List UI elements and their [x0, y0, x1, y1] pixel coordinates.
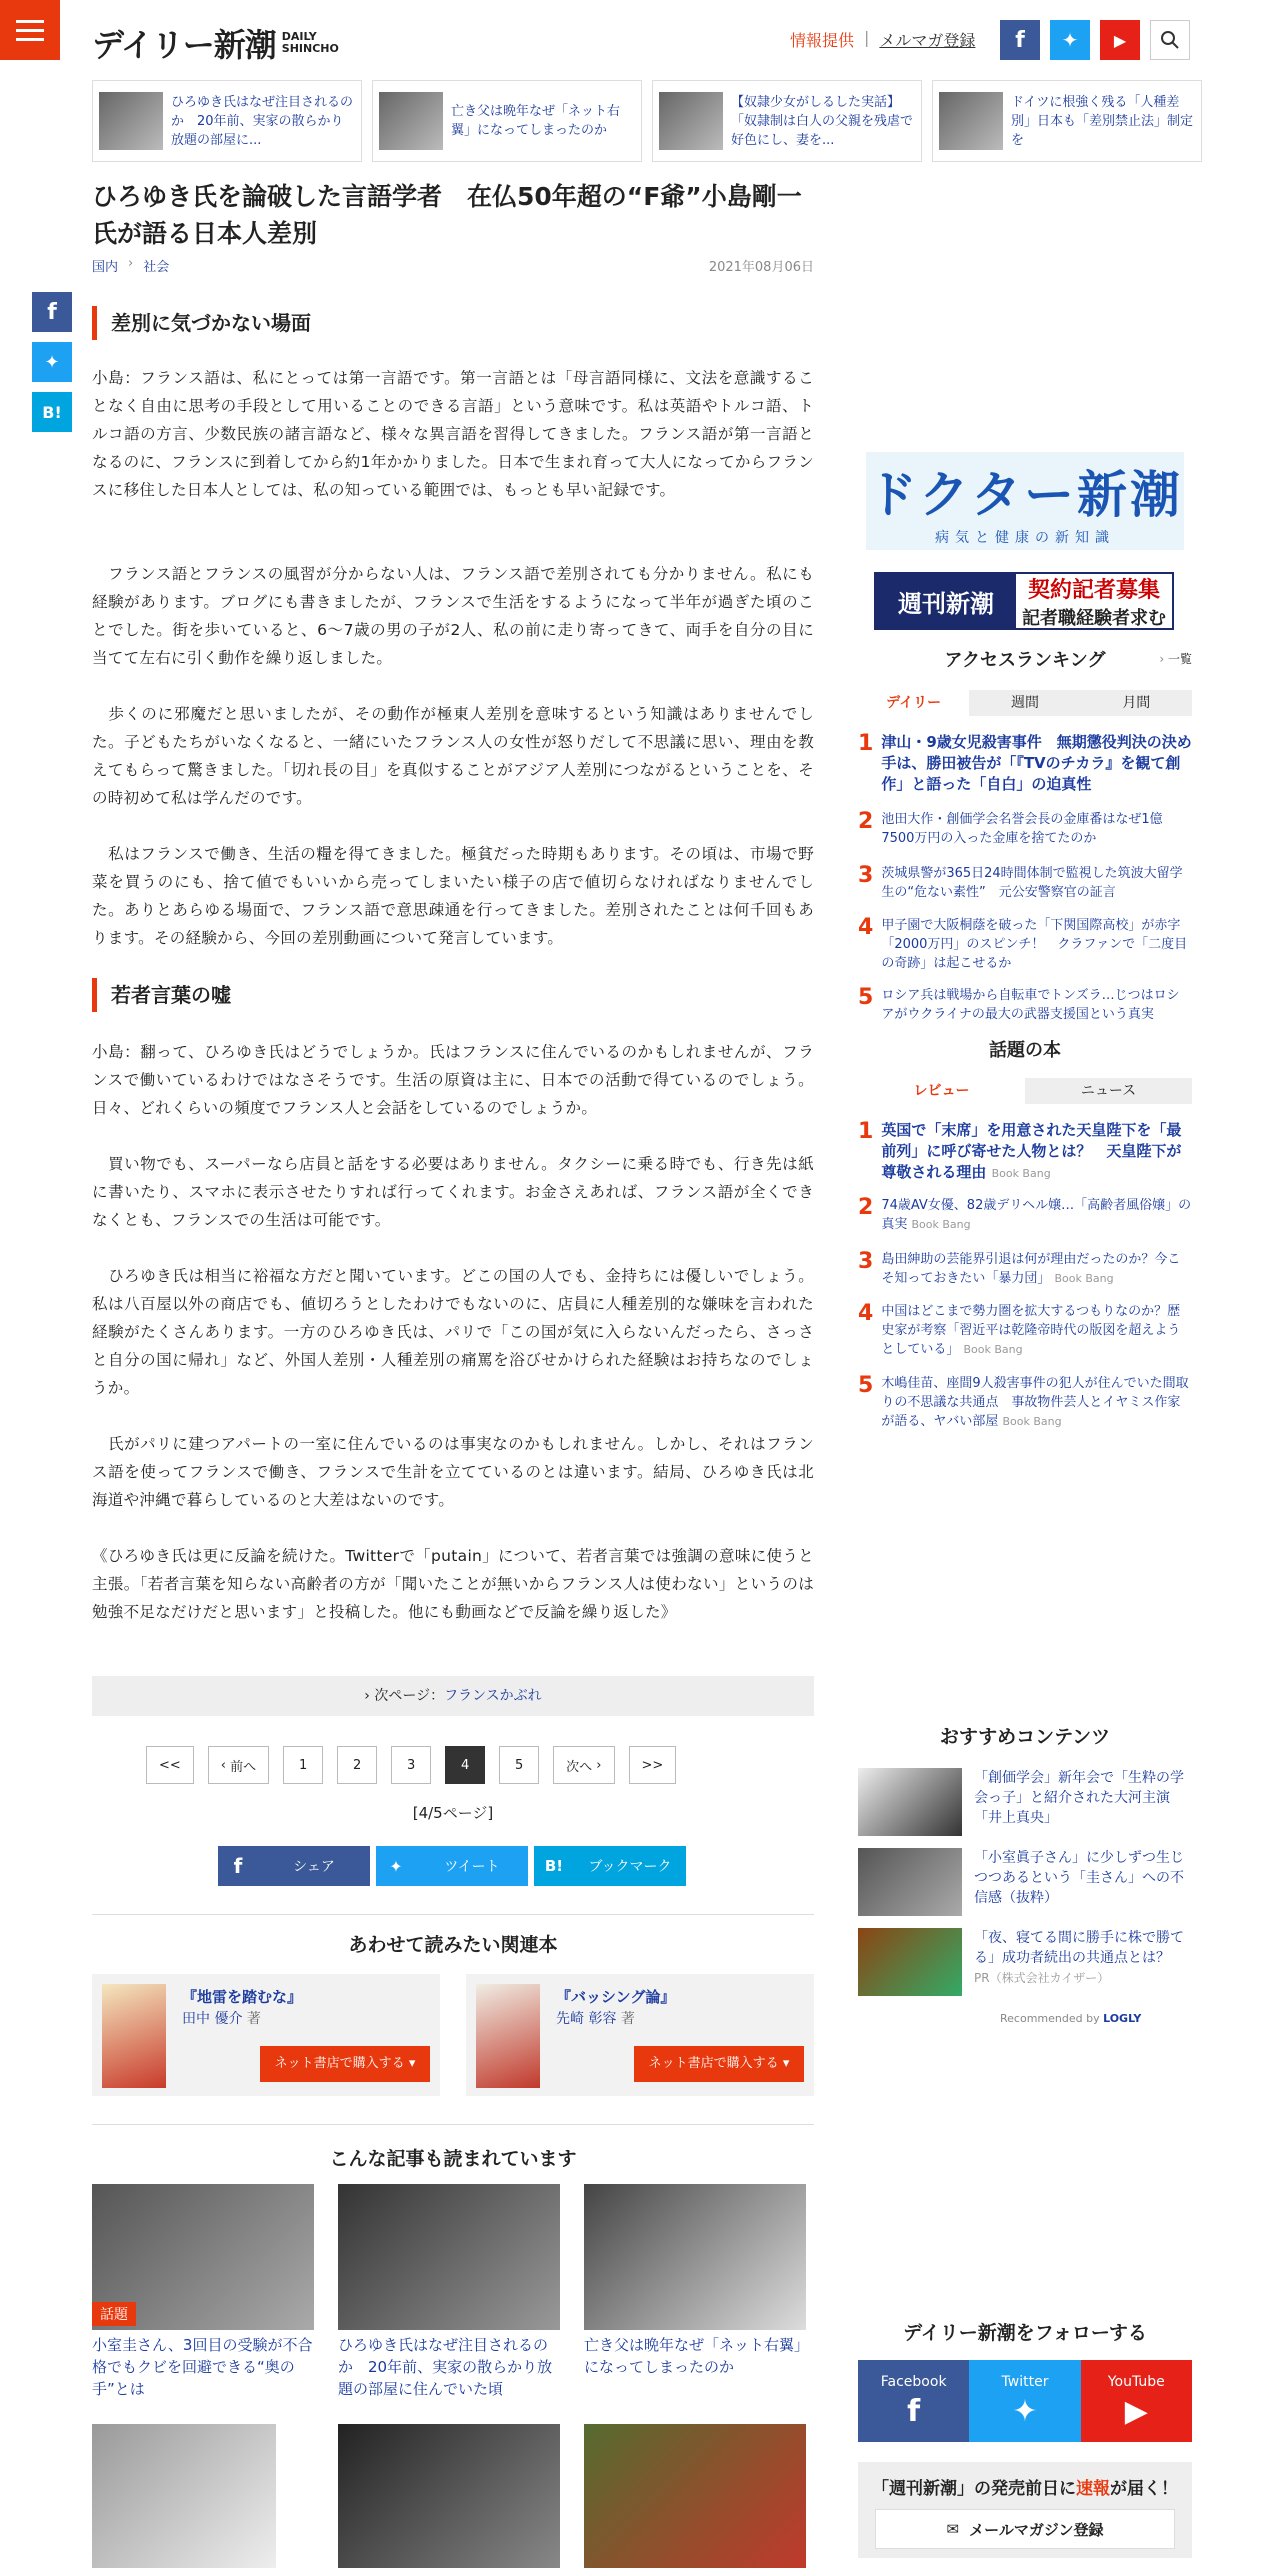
top-card[interactable]: ドイツに根強く残る「人種差別」日本も「差別禁止法」制定を: [932, 80, 1202, 162]
section-heading: 差別に気づかない場面: [92, 306, 814, 340]
paragraph: 《ひろゆき氏は更に反論を続けた。Twitterで「putain」について、若者言葉では強調の意味に使うと主張。「若者言葉を知らない高齢者の方が「聞いたことが無いからフランス人は使わない」というのは勉強不足なだけだと思います」と投稿した。他にも動画などで反論を繰り返した》: [92, 1547, 814, 1621]
newsletter-text: 「週刊新潮」の発売前日に速報が届く！: [872, 2479, 1178, 2499]
book-card: [92, 1974, 440, 2096]
thumbnail: [858, 1768, 962, 1836]
facebook-share-icon[interactable]: f: [32, 292, 72, 332]
logo-en: DAILY SHINCHO: [281, 30, 339, 55]
article-card[interactable]: 亡き父は晩年なぜ「ネット右翼」になってしまったのか: [584, 2184, 806, 2378]
book-item[interactable]: 4 中国はどこまで勢力圏を拡大するつもりなのか？歴史家が考察「習近平は乾隆帝時代の版図を超えようとしている」 Book Bang: [858, 1301, 1181, 1357]
ranking-item[interactable]: 2 池田大作・創価学会名誉会長の金庫番はなぜ1億7500万円の入った金庫を捨てたのか: [858, 809, 1163, 846]
thumbnail: [659, 92, 723, 150]
follow-youtube-button[interactable]: YouTube ▶: [1081, 2360, 1192, 2442]
page-1[interactable]: 1: [283, 1746, 323, 1784]
section-heading: 若者言葉の嘘: [92, 978, 814, 1012]
newsletter-signup-button[interactable]: ✉ メールマガジン登録: [875, 2509, 1175, 2549]
tab-news[interactable]: ニュース: [1025, 1078, 1192, 1104]
thumbnail: [858, 1928, 962, 1996]
thumbnail: [858, 1848, 962, 1916]
logly-credit: Recommended by LOGLY: [1000, 2012, 1142, 2025]
page-3[interactable]: 3: [391, 1746, 431, 1784]
book-author: 田中 優介 著: [182, 2011, 261, 2027]
thumbnail: [379, 92, 443, 150]
search-icon[interactable]: [1150, 20, 1190, 60]
prev-page-button[interactable]: ‹ 前へ: [208, 1746, 269, 1784]
newsletter-box: [858, 2462, 1192, 2558]
paragraph: ひろゆき氏は相当に裕福な方だと聞いています。どこの国の人でも、金持ちには優しいでしょう。私は八百屋以外の商店でも、値切ろうとしたわけでもないのに、店員に人種差別的な嫌味を言われた経験がたくさんあります。一方のひろゆき氏は、パリで「この国が気に入らないんだったら、さっさと自分の国に帰れ」など、外国人差別・人種差別の痛罵を浴びせかけられた経験はお持ちなのでしょうか。: [92, 1267, 814, 1397]
hatena-bookmark-button[interactable]: B! ブックマーク: [534, 1846, 686, 1886]
ranking-item[interactable]: 4 甲子園で大阪桐蔭を破った「下関国際高校」が赤字「2000万円」のスピンチ！ クラファンで「二度目の奇跡」は起こせるか: [858, 915, 1188, 971]
buy-book-button[interactable]: ネット書店で購入する ▾: [260, 2046, 430, 2082]
menu-button[interactable]: [0, 0, 60, 60]
header-links: 情報提供 | メルマガ登録: [790, 28, 976, 50]
book-title[interactable]: 『地雷を踏むな』: [182, 1988, 303, 2006]
caret-down-icon: ▾: [782, 2056, 790, 2071]
tab-monthly[interactable]: 月間: [1081, 690, 1192, 716]
book-item[interactable]: 1 英国で「末席」を用意された天皇陛下を「最前列」に呼び寄せた人物とは？ 天皇陛下が尊敬される理由 Book Bang: [858, 1119, 1182, 1181]
tab-weekly[interactable]: 週間: [969, 690, 1080, 716]
hatena-share-icon[interactable]: B!: [32, 392, 72, 432]
paragraph: フランス語とフランスの風習が分からない人は、フランス語で差別されても分かりません。私にも経験があります。ブログにも書きましたが、フランスで生活をするようになって半年が過ぎた頃のことでした。街を歩いていると、6～7歳の男の子が2人、私の前に走り寄ってきて、両手を自分の目に当てて左右に引く動作を繰り返しました。: [92, 565, 814, 667]
book-cover: [476, 1984, 540, 2088]
recommended-item[interactable]: 「創価学会」新年会で「生粋の学会っ子」と紹介された大河主演「井上真央」: [858, 1768, 1192, 1836]
reporter-recruit-ad[interactable]: 週刊新潮 契約記者募集 記者職経験者求む: [874, 572, 1174, 630]
related-books-title: あわせて読みたい関連本: [348, 1934, 558, 1956]
book-title[interactable]: 『バッシング論』: [556, 1988, 676, 2006]
article-image[interactable]: [92, 2424, 276, 2568]
ranking-title: アクセスランキング: [944, 650, 1106, 671]
paragraph: 私はフランスで働き、生活の糧を得てきました。極貧だった時期もあります。その頃は、市場で野菜を買うのにも、捨て値でもいいから売ってしまいたい様子の店で値切らなければなりませんでした。ありとあらゆる場面で、フランス語で意思疎通を行ってきました。差別されたことは何千回もあります。その経験から、今回の差別動画について発言しています。: [92, 845, 814, 947]
breadcrumb: [92, 256, 169, 275]
article-image[interactable]: [338, 2424, 560, 2568]
article-card[interactable]: ひろゆき氏はなぜ注目されるのか 20年前、実家の散らかり放題の部屋に住んでいた頃: [338, 2184, 560, 2400]
ranking-item[interactable]: 5 ロシア兵は戦場から自転車でトンズラ…じつはロシアがウクライナの最大の武器支援国という真実: [858, 985, 1180, 1022]
tab-daily[interactable]: デイリー: [858, 690, 969, 716]
logo-text: デイリー新潮: [92, 26, 276, 64]
article-image: [584, 2184, 806, 2330]
book-item[interactable]: 5 木嶋佳苗、座間9人殺害事件の犯人が住んでいた間取りの不思議な共通点 事故物件芸人とイヤミス作家が語る、ヤバい部屋 Book Bang: [858, 1373, 1189, 1429]
newsletter-link[interactable]: メルマガ登録: [879, 31, 976, 50]
paragraph: 氏がパリに建つアパートの一室に住んでいるのは事実なのかもしれません。しかし、それはフランス語を使ってフランスで働き、フランスで生計を立てているのとは違います。結局、ひろゆき氏は北海道や沖縄で暮らしているのと大差はないのです。: [92, 1435, 814, 1509]
breadcrumb-item[interactable]: 社会: [143, 260, 170, 275]
twitter-icon: ✦: [1012, 2393, 1038, 2429]
page-2[interactable]: 2: [337, 1746, 377, 1784]
facebook-icon: f: [233, 1854, 243, 1878]
twitter-share-icon[interactable]: ✦: [32, 342, 72, 382]
book-item[interactable]: 3 島田紳助の芸能界引退は何が理由だったのか？今こそ知っておきたい「暴力団」 Book Bang: [858, 1249, 1181, 1286]
page-5[interactable]: 5: [499, 1746, 539, 1784]
youtube-icon: ▶: [1124, 2393, 1148, 2429]
article-image[interactable]: [584, 2424, 806, 2568]
facebook-share-button[interactable]: f シェア: [218, 1846, 370, 1886]
ranking-item[interactable]: 3 茨城県警が365日24時間体制で監視した筑波大留学生の“危ない素性” 元公安警察官の証言: [858, 863, 1183, 900]
paragraph: 小島：フランス語は、私にとっては第一言語です。第一言語とは「母言語同様に、文法を意識することなく自由に思考の手段として用いることのできる言語」という意味です。私は英語やトルコ語、トルコ語の方言、少数民族の諸言語など、様々な異言語を習得してきました。フランス語が第一言語となるのに、フランスに到着してから約1年かかりました。日本で生まれ育って大人になってからフランスに移住した日本人としては、私の知っている範囲では、もっとも早い記録です。: [92, 369, 814, 499]
book-cover: [102, 1984, 166, 2088]
next-page-button[interactable]: 次へ ›: [553, 1746, 614, 1784]
topic-badge: 話題: [92, 2302, 136, 2326]
chevron-right-icon: ›: [128, 256, 134, 271]
recommended-item[interactable]: 「夜、寝てる間に勝手に株で勝てる」成功者続出の共通点とは？ PR（株式会社カイザー）: [858, 1928, 1192, 1996]
follow-twitter-button[interactable]: Twitter ✦: [969, 2360, 1080, 2442]
hamburger-icon: [16, 20, 44, 23]
article-card[interactable]: 話題 小室圭さん、3回目の受験が不合格でもクビを回避できる“奥の手”とは: [92, 2184, 314, 2400]
facebook-icon[interactable]: f: [1000, 20, 1040, 60]
last-page-button[interactable]: >>: [629, 1746, 677, 1784]
follow-title: デイリー新潮をフォローする: [903, 2322, 1147, 2344]
ranking-item[interactable]: 1 津山・9歳女児殺害事件 無期懲役判決の決め手は、勝田被告が「『TVのチカラ』を観て創作」と語った「自白」の迫真性: [858, 731, 1192, 793]
chevron-right-icon: ›: [1159, 652, 1165, 666]
info-link[interactable]: 情報提供: [790, 31, 855, 50]
paragraph: 歩くのに邪魔だと思いましたが、その動作が極東人差別を意味するという知識はありませんでした。子どもたちがいなくなると、一緒にいたフランス人の女性が怒りだして不思議に思い、理由を教えてもらって驚きました。「切れ長の目」を真似することがアジア人差別につながるということを、その時初めて私は学んだのです。: [92, 705, 814, 807]
doctor-shincho-ad[interactable]: ドクター新潮 病気と健康の新知識: [866, 452, 1184, 550]
chevron-right-icon: ›: [364, 1688, 370, 1704]
ranking-tabs: [858, 690, 1192, 716]
tab-review[interactable]: レビュー: [858, 1078, 1025, 1104]
paragraph: 小島：翻って、ひろゆき氏はどうでしょうか。氏はフランスに住んでいるのかもしれませんが、フランスで働いているわけではなさそうです。生活の原資は主に、日本での活動で得ているのでしょう。日々、どれくらいの頻度でフランス人と会話をしているのでしょうか。: [92, 1043, 814, 1117]
thumbnail: [939, 92, 1003, 150]
twitter-icon[interactable]: ✦: [1050, 20, 1090, 60]
share-buttons: [218, 1846, 686, 1886]
article-title: ひろゆき氏を論破した言語学者 在仏50年超の“F爺”小島剛一氏が語る日本人差別: [92, 182, 802, 248]
book-item[interactable]: 2 74歳AV女優、82歳デリヘル嬢…「高齢者風俗嬢」の真実 Book Bang: [858, 1195, 1192, 1232]
book-author: 先崎 彰容 著: [556, 2011, 635, 2027]
book-tabs: [858, 1078, 1192, 1104]
follow-buttons: [858, 2360, 1192, 2442]
site-logo[interactable]: [92, 20, 339, 66]
chevron-left-icon: ‹: [220, 1757, 231, 1773]
top-related-cards: [92, 80, 1202, 162]
youtube-icon[interactable]: ▶: [1100, 20, 1140, 60]
book-card: [466, 1974, 814, 2096]
mail-icon: ✉: [946, 2520, 960, 2538]
recommended-title: おすすめコンテンツ: [939, 1726, 1111, 1748]
first-page-button[interactable]: <<: [146, 1746, 194, 1784]
paragraph: 買い物でも、スーパーなら店員と話をする必要はありません。タクシーに乗る時でも、行き先は紙に書いたり、スマホに表示させたりすれば行ってくれます。お金さえあれば、フランス語が全くできなくとも、フランスでの生活は可能です。: [92, 1155, 814, 1229]
buy-book-button[interactable]: ネット書店で購入する ▾: [634, 2046, 804, 2082]
breadcrumb-item[interactable]: 国内: [92, 260, 119, 275]
topic-books-title: 話題の本: [989, 1040, 1061, 1061]
caret-down-icon: ▾: [408, 2056, 416, 2071]
twitter-share-button[interactable]: ✦ ツイート: [376, 1846, 528, 1886]
facebook-icon: f: [907, 2393, 921, 2429]
page-4-current[interactable]: 4: [445, 1746, 485, 1784]
page-count: [4/5ページ]: [412, 1804, 494, 1822]
ranking-all-link[interactable]: › 一覧: [1159, 652, 1192, 666]
chevron-right-icon: ›: [592, 1757, 602, 1773]
thumbnail: [99, 92, 163, 150]
publish-date: 2021年08月06日: [708, 260, 814, 275]
next-page-link[interactable]: › 次ページ：フランスかぶれ: [92, 1676, 814, 1716]
hatena-icon: B!: [544, 1857, 564, 1875]
follow-facebook-button[interactable]: Facebook f: [858, 2360, 969, 2442]
top-card[interactable]: ひろゆき氏はなぜ注目されるのか 20年前、実家の散らかり放題の部屋に...: [92, 80, 362, 162]
article-image: [338, 2184, 560, 2330]
recommended-item[interactable]: 「小室眞子さん」に少しずつ生じつつあるという「圭さん」への不信感（抜粋）: [858, 1848, 1192, 1916]
top-card[interactable]: 【奴隷少女がしるした実話】「奴隷制は白人の父親を残虐で好色にし、妻を...: [652, 80, 922, 162]
ranking-header: [858, 646, 1192, 676]
also-read-title: こんな記事も読まれています: [329, 2148, 577, 2170]
pagination: [146, 1746, 676, 1784]
twitter-icon: ✦: [389, 1856, 403, 1876]
top-card[interactable]: 亡き父は晩年なぜ「ネット右翼」になってしまったのか: [372, 80, 642, 162]
